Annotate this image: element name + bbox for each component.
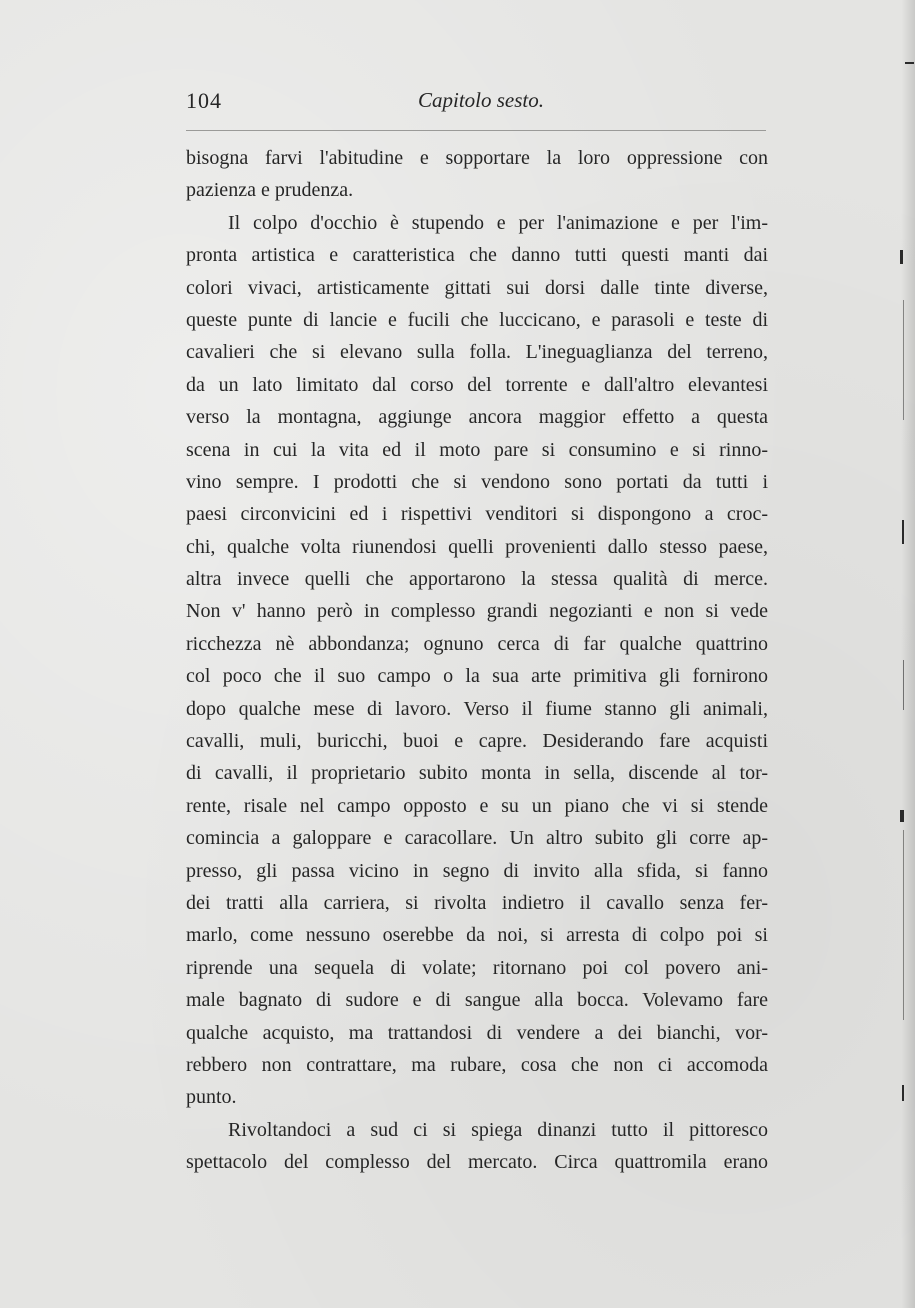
header-rule	[186, 130, 766, 131]
scan-artifact	[900, 810, 904, 822]
text-line: Rivoltandoci a sud ci si spiega dinanzi tutto il pittoresco	[228, 1118, 768, 1141]
text-line: ricchezza nè abbondanza; ognuno cerca di far qualche quattrino	[186, 632, 768, 655]
text-line: riprende una sequela di volate; ritornano poi col povero ani-	[186, 956, 768, 979]
text-line: chi, qualche volta riunendosi quelli provenienti dallo stesso paese,	[186, 535, 768, 558]
scan-artifact	[900, 250, 903, 264]
page-edge-shadow	[901, 0, 915, 1308]
text-line: colori vivaci, artisticamente gittati sui dorsi dalle tinte diverse,	[186, 276, 768, 299]
text-line: cavalli, muli, buricchi, buoi e capre. Desiderando fare acquisti	[186, 730, 768, 753]
text-line: di cavalli, il proprietario subito monta in sella, discende al tor-	[186, 762, 768, 785]
scan-artifact	[903, 660, 904, 710]
text-line: da un lato limitato dal corso del torrente e dall'altro elevantesi	[186, 373, 768, 396]
page-number: 104	[186, 88, 222, 113]
text-line: rente, risale nel campo opposto e su un piano che vi si stende	[186, 794, 768, 817]
text-line: qualche acquisto, ma trattandosi di vendere a dei bianchi, vor-	[186, 1021, 768, 1044]
text-line: altra invece quelli che apportarono la stessa qualità di merce.	[186, 568, 768, 591]
running-head: Capitolo sesto.	[418, 88, 545, 112]
text-line: Il colpo d'occhio è stupendo e per l'animazione e per l'im-	[228, 211, 768, 234]
body-text	[186, 142, 768, 1179]
text-line: col poco che il suo campo o la sua arte primitiva gli fornirono	[186, 665, 768, 688]
text-line: punto.	[186, 1086, 237, 1109]
scan-artifact	[903, 300, 904, 420]
text-line: presso, gli passa vicino in segno di invito alla sfida, si fanno	[186, 859, 768, 882]
page-header	[186, 88, 766, 120]
scan-artifact	[902, 1085, 904, 1101]
scan-artifact	[902, 520, 904, 544]
text-line: male bagnato di sudore e di sangue alla bocca. Volevamo fare	[186, 989, 768, 1012]
text-line: paesi circonvicini ed i rispettivi venditori si dispongono a croc-	[186, 503, 768, 526]
text-line: queste punte di lancie e fucili che luccicano, e parasoli e teste di	[186, 308, 768, 331]
text-line: marlo, come nessuno oserebbe da noi, si arresta di colpo poi si	[186, 924, 768, 947]
text-line: spettacolo del complesso del mercato. Circa quattromila erano	[186, 1151, 768, 1174]
scan-artifact	[905, 62, 914, 64]
scan-artifact	[903, 830, 904, 1020]
text-line: bisogna farvi l'abitudine e sopportare la loro oppressione con	[186, 147, 768, 169]
text-line: verso la montagna, aggiunge ancora maggior effetto a questa	[186, 406, 768, 429]
text-line: Non v' hanno però in complesso grandi negozianti e non si vede	[186, 600, 768, 623]
text-line: dopo qualche mese di lavoro. Verso il fiume stanno gli animali,	[186, 697, 768, 720]
text-line: cavalieri che si elevano sulla folla. L'ineguaglianza del terreno,	[186, 341, 768, 364]
text-line: scena in cui la vita ed il moto pare si consumino e si rinno-	[186, 438, 768, 461]
text-line: pronta artistica e caratteristica che danno tutti questi manti dai	[186, 244, 768, 267]
text-line: vino sempre. I prodotti che si vendono sono portati da tutti i	[186, 470, 768, 493]
text-line: dei tratti alla carriera, si rivolta indietro il cavallo senza fer-	[186, 891, 768, 914]
text-line: pazienza e prudenza.	[186, 179, 354, 202]
text-line: comincia a galoppare e caracollare. Un altro subito gli corre ap-	[186, 827, 768, 850]
text-line: rebbero non contrattare, ma rubare, cosa che non ci accomoda	[186, 1053, 768, 1076]
